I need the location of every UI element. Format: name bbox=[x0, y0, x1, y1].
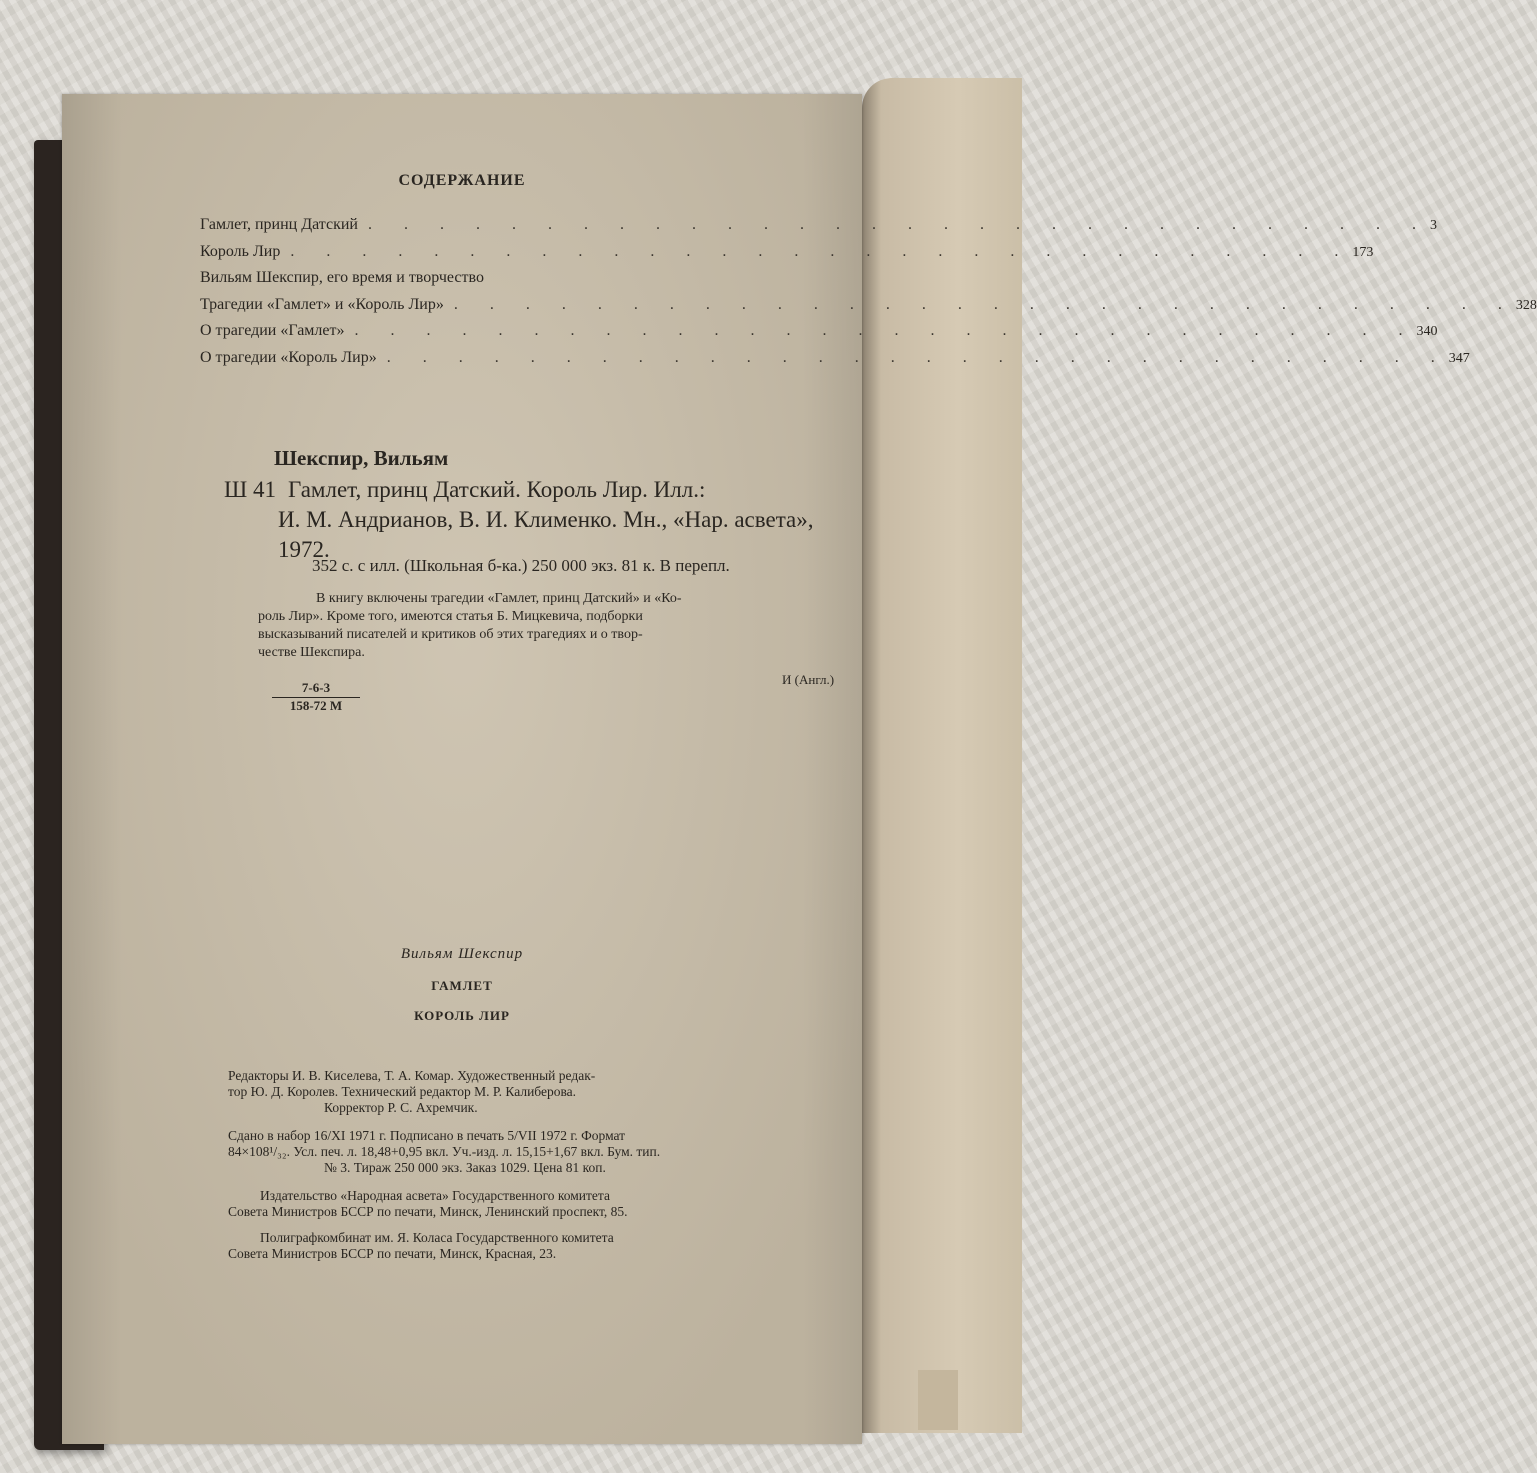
catalog-line: И. М. Андрианов, В. И. Клименко. Мн., «Нар. асвета», bbox=[278, 507, 814, 532]
catalog-physical: 352 с. с илл. (Школьная б-ка.) 250 000 экз. 81 к. В перепл. bbox=[312, 556, 730, 575]
contents-item-title: Трагедии «Гамлет» и «Король Лир» bbox=[200, 295, 444, 313]
catalog-line bbox=[224, 475, 864, 505]
leader-dots: . . . . . . . . . . . . . . . . . . . . . . . . . . . . . . bbox=[354, 322, 1417, 339]
catalog-index-top: 7-6-3 bbox=[272, 680, 360, 698]
contents-item bbox=[200, 269, 860, 296]
contents-item-page: 347 bbox=[1448, 350, 1470, 366]
colophon-line: Корректор Р. С. Ахремчик. bbox=[324, 1100, 478, 1115]
contents-item bbox=[200, 348, 1470, 376]
contents-item bbox=[200, 322, 1438, 349]
contents-item-title: О трагедии «Король Лир» bbox=[200, 348, 377, 366]
annotation-line: В книгу включены трагедии «Гамлет, принц Датский» и «Ко- bbox=[316, 591, 682, 606]
colophon-line: Полиграфкомбинат им. Я. Коласа Государственного комитета bbox=[260, 1230, 614, 1245]
contents-list bbox=[200, 216, 1537, 375]
colophon-print-data bbox=[228, 1128, 868, 1176]
contents-item-page: 340 bbox=[1416, 324, 1438, 339]
leader-dots: . . . . . . . . . . . . . . . . . . . . . . . . . . . . . . bbox=[386, 348, 1449, 366]
colophon-line: Совета Министров БССР по печати, Минск, Ленинский проспект, 85. bbox=[228, 1204, 628, 1219]
catalog-annotation bbox=[258, 590, 868, 662]
colophon-author: Вильям Шекспир bbox=[400, 946, 524, 962]
colophon-line: Сдано в набор 16/XI 1971 г. Подписано в печать 5/VII 1972 г. Формат bbox=[228, 1128, 626, 1143]
contents-item bbox=[200, 242, 1374, 270]
colophon-line: № 3. Тираж 250 000 экз. Заказ 1029. Цена 81 коп. bbox=[324, 1160, 606, 1175]
annotation-line: высказываний писателей и критиков об этих трагедиях и о твор- bbox=[258, 627, 643, 642]
contents-item bbox=[200, 295, 1537, 323]
catalog-index-bottom: 158-72 М bbox=[289, 698, 343, 713]
contents-item-page: 173 bbox=[1352, 244, 1374, 260]
colophon-title-1: ГАМЛЕТ bbox=[431, 978, 493, 993]
colophon-printer bbox=[228, 1230, 868, 1262]
colophon-editors bbox=[228, 1068, 868, 1116]
contents-item-page: 3 bbox=[1430, 218, 1437, 233]
leader-dots: . . . . . . . . . . . . . . . . . . . . . . . . . . . . . . bbox=[453, 295, 1516, 313]
contents-item bbox=[200, 216, 1437, 243]
leader-dots: . . . . . . . . . . . . . . . . . . . . . . . . . . . . . . bbox=[290, 242, 1353, 260]
colophon-title-2: КОРОЛЬ ЛИР bbox=[414, 1008, 510, 1023]
colophon-line: тор Ю. Д. Королев. Технический редактор М. Р. Калиберова. bbox=[228, 1084, 577, 1099]
colophon-line: Издательство «Народная асвета» Государственного комитета bbox=[260, 1188, 610, 1203]
contents-item-title: Король Лир bbox=[200, 242, 281, 260]
catalog-entry bbox=[224, 475, 864, 565]
catalog-code: Ш 41 bbox=[224, 477, 276, 502]
catalog-index bbox=[272, 680, 360, 714]
colophon-publisher bbox=[228, 1188, 868, 1220]
catalog-title-line: Гамлет, принц Датский. Король Лир. Илл.: bbox=[288, 477, 706, 502]
colophon-line: 84×108¹/₃₂. Усл. печ. л. 18,48+0,95 вкл. Уч.-изд. л. 15,15+1,67 вкл. Бум. тип. bbox=[228, 1144, 661, 1159]
leader-dots: . . . . . . . . . . . . . . . . . . . . . . . . . . . . . . bbox=[368, 216, 1430, 233]
contents-item-page: 328 bbox=[1515, 297, 1537, 313]
facing-page-edge bbox=[862, 78, 1022, 1433]
contents-item-title: Гамлет, принц Датский bbox=[200, 216, 358, 233]
colophon-line: Редакторы И. В. Киселева, Т. А. Комар. Художественный редак- bbox=[228, 1068, 596, 1083]
annotation-line: честве Шекспира. bbox=[258, 645, 365, 660]
book-page bbox=[62, 94, 1537, 1444]
catalog-line: 1972. bbox=[278, 537, 330, 562]
catalog-author: Шекспир, Вильям bbox=[274, 446, 449, 470]
contents-item-title: О трагедии «Гамлет» bbox=[200, 322, 345, 339]
contents-title: СОДЕРЖАНИЕ bbox=[398, 172, 526, 189]
colophon-line: Совета Министров БССР по печати, Минск, Красная, 23. bbox=[228, 1246, 557, 1261]
catalog-classification: И (Англ.) bbox=[782, 672, 835, 687]
bookmark-strip bbox=[918, 1370, 958, 1430]
annotation-line: роль Лир». Кроме того, имеются статья Б. Мицкевича, подборки bbox=[258, 609, 643, 624]
contents-item-title: Вильям Шекспир, его время и творчество bbox=[200, 269, 484, 286]
